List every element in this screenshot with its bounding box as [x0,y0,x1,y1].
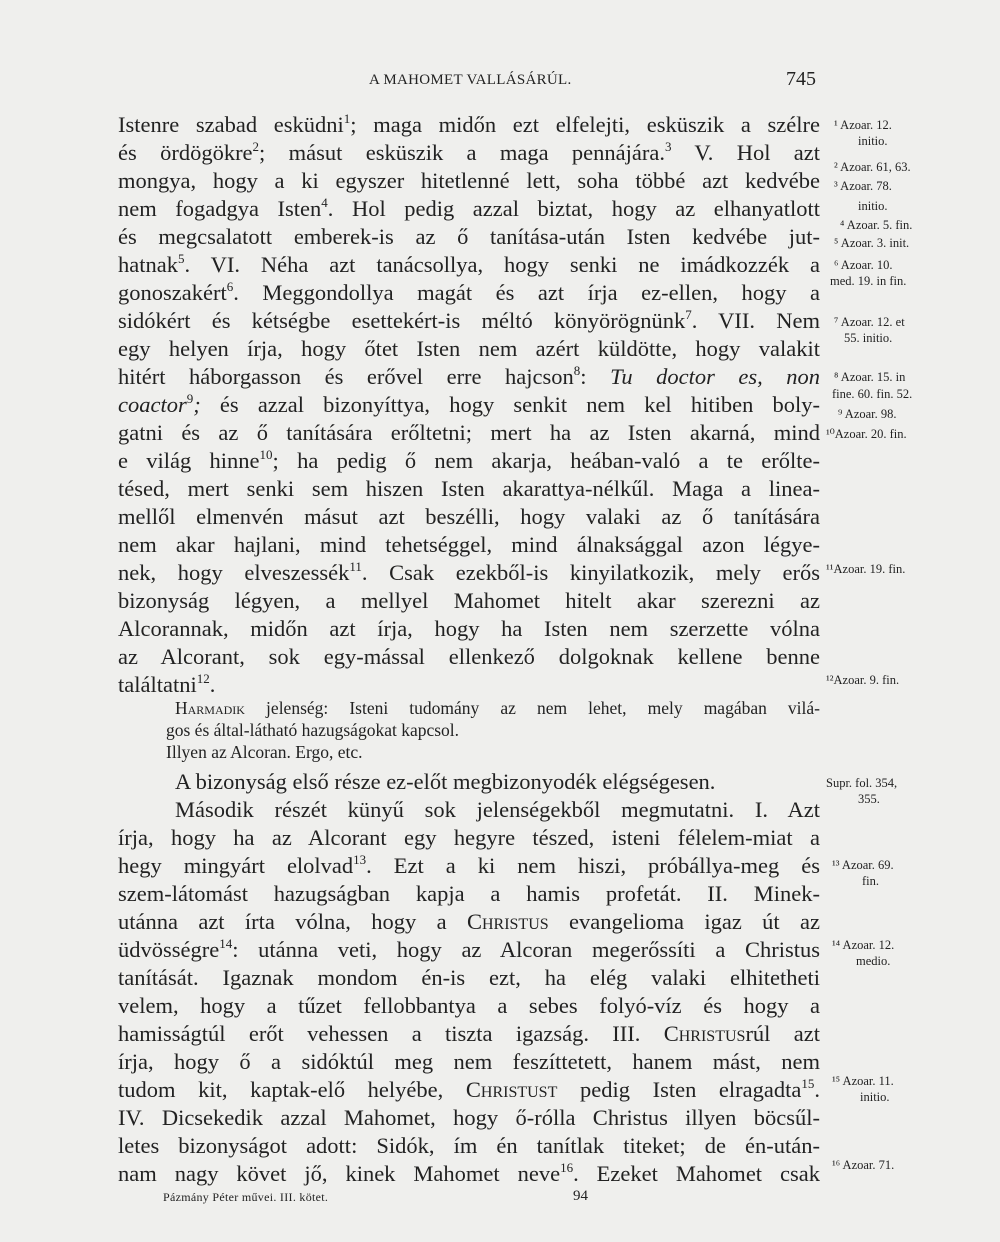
text-line [166,719,820,741]
text-run: Illyen az Alcoran. Ergo, etc. [166,742,363,762]
text-run: nek, hogy elveszessék [118,560,350,585]
text-run: jelenség: Isteni tudomány az nem lehet, mely magában vilá- [244,698,820,718]
footnote-ref: 5 [177,251,185,266]
text-line [175,768,820,796]
text-run: hitért háborgasson és erővel erre hajcson [118,364,574,389]
margin-note: 55. initio. [844,331,893,345]
text-line [118,251,820,279]
small-caps-word: Christus [466,909,549,934]
footer-signature: Pázmány Péter művei. III. kötet. [163,1190,329,1204]
footnote-ref: 7 [685,307,692,322]
text-line [118,167,820,195]
text-run: gatni és az ő tanítására erőltetni; mert ha az Isten akarná, mind [118,420,820,445]
text-run: . Hol pedig azzal biztat, hogy az elhanyatlott [327,196,820,221]
latin-phrase: ; [193,392,201,417]
footnote-ref: 4 [321,195,328,210]
footnote-ref: 2 [252,139,260,154]
text-run: mongya, hogy a ki egyszer hitetlenné lett, soha többé azt kedvébe [118,168,820,193]
text-run: üdvösségre [118,937,220,962]
small-caps-word: Christus [663,1021,746,1046]
margin-note: fine. 60. fin. 52. [832,387,913,401]
text-line [118,503,820,531]
text-line [118,880,820,908]
margin-note: ¹⁰Azoar. 20. fin. [826,427,907,441]
text-run: nam nagy követ jő, kinek Mahomet neve [118,1161,561,1186]
text-line [118,1104,820,1132]
text-run: szem-látomást hazugságban kapja a hamis profetát. II. Minek- [118,881,820,906]
text-line [118,223,820,251]
text-run: gonoszakért [118,280,227,305]
text-line [175,697,820,719]
text-run: írja, hogy ha az Alcorant egy hegyre tészed, isteni félelem-miat a [118,825,820,850]
small-caps-word: Christust [465,1077,558,1102]
footnote-ref: 9 [186,391,194,406]
text-line [118,671,820,699]
text-line [118,1076,820,1104]
margin-note: Supr. fol. 354, [826,776,898,790]
text-run: hegy mingyárt elolvad [118,853,354,878]
footnote-ref: 11 [349,559,362,574]
page-number: 745 [786,68,816,90]
text-line [118,139,820,167]
text-line [118,992,820,1020]
text-line [166,741,820,763]
text-run: és ördögökre [118,140,253,165]
margin-note: initio. [860,1090,890,1104]
footnote-ref: 3 [664,139,672,154]
text-run: . [209,672,216,697]
text-run: rúl azt [745,1021,820,1046]
footnote-ref: 15 [801,1076,815,1091]
margin-note: ² Azoar. 61, 63. [834,160,911,174]
text-run: találtatni [118,672,197,697]
text-run: velem, hogy a tűzet fellobbantya a sebes folyó-víz és hogy a [118,993,820,1018]
margin-note: initio. [858,134,888,148]
text-line [118,824,820,852]
text-run: és megcsalatott emberek-is az ő tanítása-után Isten kedvébe jut- [118,224,820,249]
text-run: hatnak [118,252,178,277]
text-run: egy helyen írja, hogy őtet Isten nem azért küldötte, hogy valakit [118,336,820,361]
text-run: Alcorannak, midőn azt írja, hogy ha Isten nem szerzette vólna [118,616,820,641]
text-run: letes bizonyságot adott: Sidók, ím én tanítlak titeket; de én-után- [118,1133,820,1158]
text-run: . Ezeket Mahomet csak [573,1161,820,1186]
text-line [118,363,820,391]
text-run: . Csak ezekből-is kinyilatkozik, mely erős [361,560,820,585]
text-line [118,643,820,671]
margin-note: ⁶ Azoar. 10. [834,258,893,272]
footnote-ref: 6 [226,279,234,294]
text-run: ; ha pedig ő nem akarja, heában-való a te erőlte- [272,448,820,473]
text-run: utánna azt írta vólna, hogy a [118,909,467,934]
footnote-ref: 13 [353,852,367,867]
latin-phrase: coactor [118,392,187,417]
margin-note: ¹⁴ Azoar. 12. [832,938,895,952]
margin-note: ¹ Azoar. 12. [834,118,892,132]
footnote-ref: 12 [196,671,210,686]
text-run: pedig Isten elragadta [557,1077,802,1102]
margin-note: ¹⁶ Azoar. 71. [832,1158,895,1172]
margin-note: ⁸ Azoar. 15. in [834,370,906,384]
footnote-ref: 8 [573,363,581,378]
text-run: mellől elmenvén másut azt beszélli, hogy valaki az ő tanítására [118,504,820,529]
text-line [118,475,820,503]
text-line [118,936,820,964]
text-line [118,335,820,363]
text-run: és azzal bizonyíttya, hogy senkit nem kel hitiben boly- [200,392,820,417]
text-run: e világ hinne [118,448,260,473]
text-run: : utánna veti, hogy az Alcoran megerőssíti a Christus [232,937,820,962]
text-line [118,307,820,335]
text-run: gos és által-látható hazugságokat kapcsol. [166,720,460,740]
text-line [175,796,820,824]
text-line [118,615,820,643]
margin-note: ¹²Azoar. 9. fin. [826,673,900,687]
text-run: nem fogadgya Isten [118,196,322,221]
text-line [118,1048,820,1076]
text-run: ; maga midőn ezt elfelejti, esküszik a szélre [350,112,820,137]
footer-sheet-number: 94 [573,1188,588,1204]
text-line [118,1160,820,1188]
text-run: tésed, mert senki sem hiszen Isten akarattya-nélkűl. Maga a linea- [118,476,820,501]
footnote-ref: 10 [259,447,273,462]
text-run: tanítását. Igaznak mondom én-is ezt, ha elég valaki elhitetheti [118,965,820,990]
margin-note: ¹¹Azoar. 19. fin. [826,562,906,576]
text-line [118,447,820,475]
text-run: V. Hol azt [671,140,820,165]
margin-note: ⁷ Azoar. 12. et [834,315,905,329]
text-line [118,852,820,880]
text-run: . VII. Nem [691,308,820,333]
latin-phrase: Tu doctor es, non [610,364,820,389]
text-line [118,908,820,936]
text-line [118,964,820,992]
text-line [118,587,820,615]
running-title: A MAHOMET VALLÁSÁRÚL. [369,72,572,88]
text-run: Istenre szabad esküdni [118,112,344,137]
text-line [118,531,820,559]
text-line [118,195,820,223]
text-run: . Meggondollya magát és azt írja ez-ellen, hogy a [233,280,820,305]
text-line [118,559,820,587]
text-line [118,419,820,447]
text-run: : [580,364,611,389]
text-line [118,111,820,139]
text-run: bizonyság légyen, a mellyel Mahomet hitelt akar szerezni az [118,588,820,613]
text-run: sidókért és kétségbe esettekért-is méltó könyörögnünk [118,308,686,333]
margin-note: ³ Azoar. 78. [834,179,892,193]
margin-note: ⁹ Azoar. 98. [838,407,897,421]
text-run: . VI. Néha azt tanácsollya, hogy senki ne imádkozzék a [184,252,820,277]
text-run: tudom kit, kaptak-elő helyébe, [118,1077,466,1102]
text-run: A bizonyság első része ez-előt megbizonyodék elégségesen. [175,769,716,794]
text-line [118,391,820,419]
margin-note: ¹⁵ Azoar. 11. [832,1074,894,1088]
margin-note: medio. [856,954,891,968]
footnote-ref: 16 [560,1160,574,1175]
margin-note: ⁵ Azoar. 3. init. [834,236,910,250]
margin-note: ⁴ Azoar. 5. fin. [840,218,913,232]
margin-note: med. 19. in fin. [830,274,907,288]
footnote-ref: 1 [343,111,351,126]
text-run: az Alcorant, sok egy-mással ellenkező dolgoknak kellene benne [118,644,820,669]
text-run: hamisságtúl erőt vehessen a tiszta igazság. III. [118,1021,664,1046]
text-run: . [814,1077,820,1102]
text-run: nem akar hajlani, mind tehetséggel, mind álnaksággal azon légye- [118,532,820,557]
text-run: IV. Dicsekedik azzal Mahomet, hogy ő-rólla Christus illyen böcsűl- [118,1105,820,1130]
footnote-ref: 14 [219,936,233,951]
text-run: evangelioma igaz út az [548,909,821,934]
text-line [118,279,820,307]
margin-note: fin. [862,874,880,888]
text-line [118,1132,820,1160]
text-run: írja, hogy ő a sidóktúl meg nem feszíttetett, hanem mást, nem [118,1049,820,1074]
text-run: Második részét künyű sok jelenségekből megmutatni. I. Azt [175,797,820,822]
margin-note: ¹³ Azoar. 69. [832,858,894,872]
small-caps-word: Harmadik [175,698,245,718]
margin-note: initio. [858,199,888,213]
margin-note: 355. [858,792,880,806]
text-run: . Ezt a ki nem hiszi, próbállya-meg és [366,853,820,878]
text-line [118,1020,820,1048]
text-run: ; másut esküszik a maga pennájára. [259,140,665,165]
